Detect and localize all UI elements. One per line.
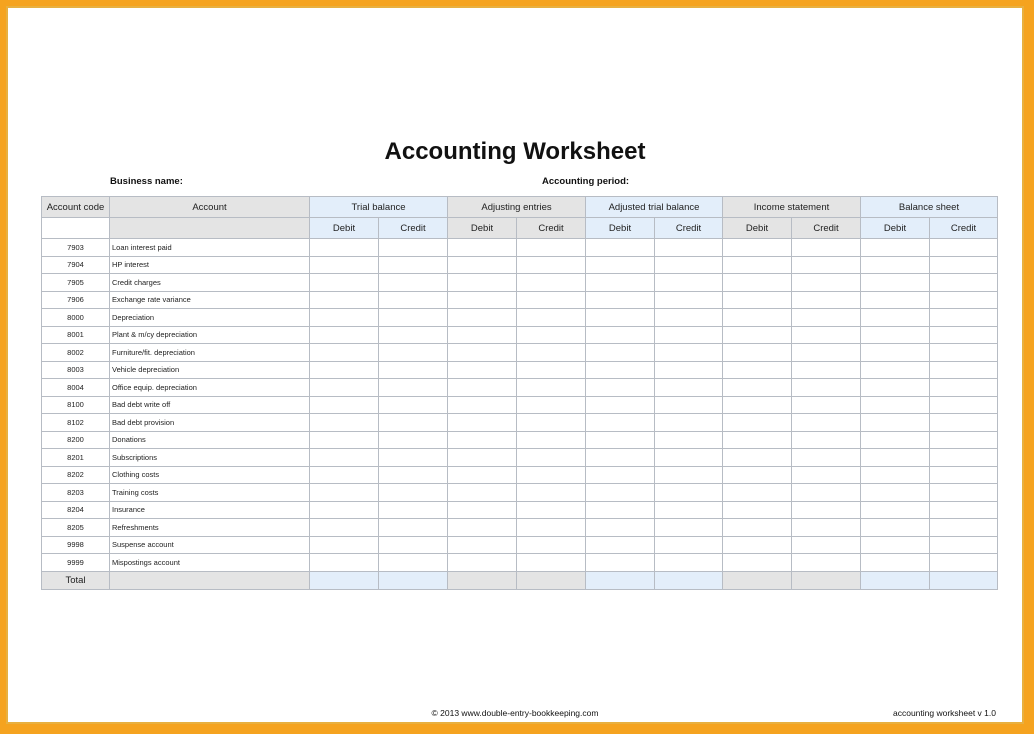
trial-credit-cell[interactable]: [379, 536, 448, 554]
adjusting-credit-cell[interactable]: [517, 431, 586, 449]
balance-credit-cell[interactable]: [930, 396, 998, 414]
adjusting-debit-cell[interactable]: [448, 396, 517, 414]
trial-debit-cell[interactable]: [310, 256, 379, 274]
income-debit-cell[interactable]: [723, 396, 792, 414]
account-name-cell: Exchange rate variance: [110, 291, 310, 309]
adjusted-credit-cell[interactable]: [655, 449, 723, 467]
accounting-period-label: Accounting period:: [542, 176, 630, 187]
balance-debit-header: Debit: [861, 218, 930, 239]
trial-debit-cell[interactable]: [310, 239, 379, 257]
income-credit-cell[interactable]: [792, 484, 861, 502]
adjusting-credit-cell[interactable]: [517, 414, 586, 432]
adjusted-credit-cell[interactable]: [655, 414, 723, 432]
balance-credit-cell[interactable]: [930, 291, 998, 309]
adjusting-credit-cell[interactable]: [517, 344, 586, 362]
total-adjusted-credit[interactable]: [655, 571, 723, 589]
balance-credit-cell[interactable]: [930, 239, 998, 257]
income-credit-cell[interactable]: [792, 239, 861, 257]
total-balance-credit[interactable]: [930, 571, 998, 589]
income-credit-cell[interactable]: [792, 449, 861, 467]
adjusted-credit-cell[interactable]: [655, 379, 723, 397]
trial-debit-cell[interactable]: [310, 449, 379, 467]
trial-credit-cell[interactable]: [379, 501, 448, 519]
balance-credit-cell[interactable]: [930, 361, 998, 379]
income-credit-cell[interactable]: [792, 309, 861, 327]
account-name-cell: Clothing costs: [110, 466, 310, 484]
account-name-cell: Suspense account: [110, 536, 310, 554]
adjusting-debit-cell[interactable]: [448, 239, 517, 257]
adjusted-credit-cell[interactable]: [655, 309, 723, 327]
worksheet-page: [6, 6, 1024, 724]
income-credit-cell[interactable]: [792, 431, 861, 449]
trial-debit-cell[interactable]: [310, 519, 379, 537]
adjusted-debit-cell[interactable]: [586, 536, 655, 554]
balance-credit-cell[interactable]: [930, 536, 998, 554]
total-income-credit[interactable]: [792, 571, 861, 589]
adjusting-credit-header: Credit: [517, 218, 586, 239]
adjusted-credit-cell[interactable]: [655, 466, 723, 484]
trial-credit-cell[interactable]: [379, 326, 448, 344]
adjusted-credit-cell[interactable]: [655, 361, 723, 379]
account-code-cell: 7906: [42, 291, 110, 309]
account-name-cell: Training costs: [110, 484, 310, 502]
balance-debit-cell[interactable]: [861, 274, 930, 292]
trial-credit-cell[interactable]: [379, 361, 448, 379]
balance-debit-cell[interactable]: [861, 466, 930, 484]
adjusted-debit-cell[interactable]: [586, 396, 655, 414]
income-debit-cell[interactable]: [723, 431, 792, 449]
income-debit-header: Debit: [723, 218, 792, 239]
balance-credit-cell[interactable]: [930, 309, 998, 327]
adjusting-debit-cell[interactable]: [448, 501, 517, 519]
table-row: [42, 309, 998, 327]
trial-credit-cell[interactable]: [379, 396, 448, 414]
adjusted-credit-cell[interactable]: [655, 519, 723, 537]
trial-credit-cell[interactable]: [379, 274, 448, 292]
trial-debit-cell[interactable]: [310, 501, 379, 519]
adjusted-debit-cell[interactable]: [586, 274, 655, 292]
income-credit-cell[interactable]: [792, 554, 861, 572]
balance-credit-cell[interactable]: [930, 449, 998, 467]
income-debit-cell[interactable]: [723, 414, 792, 432]
adjusted-credit-cell[interactable]: [655, 326, 723, 344]
table-row: [42, 431, 998, 449]
total-account-cell: [110, 571, 310, 589]
business-name-label: Business name:: [110, 176, 183, 187]
account-code-header: Account code: [42, 197, 110, 218]
page-title: Accounting Worksheet: [384, 138, 646, 165]
adjusting-debit-cell[interactable]: [448, 326, 517, 344]
table-row: [42, 344, 998, 362]
balance-debit-cell[interactable]: [861, 379, 930, 397]
account-name-cell: Bad debt provision: [110, 414, 310, 432]
trial-credit-cell[interactable]: [379, 519, 448, 537]
adjusting-debit-cell[interactable]: [448, 379, 517, 397]
account-header: Account: [110, 197, 310, 218]
total-income-debit[interactable]: [723, 571, 792, 589]
trial-debit-cell[interactable]: [310, 484, 379, 502]
code-subheader: [42, 218, 110, 239]
balance-credit-cell[interactable]: [930, 414, 998, 432]
adjusted-credit-cell[interactable]: [655, 274, 723, 292]
balance-credit-cell[interactable]: [930, 501, 998, 519]
table-row: [42, 466, 998, 484]
balance-debit-cell[interactable]: [861, 309, 930, 327]
adjusting-credit-cell[interactable]: [517, 274, 586, 292]
trial-credit-cell[interactable]: [379, 256, 448, 274]
income-credit-cell[interactable]: [792, 414, 861, 432]
adjusted-credit-cell[interactable]: [655, 501, 723, 519]
adjusting-debit-cell[interactable]: [448, 274, 517, 292]
account-code-cell: 9998: [42, 536, 110, 554]
income-credit-cell[interactable]: [792, 501, 861, 519]
adjusted-credit-cell[interactable]: [655, 431, 723, 449]
table-row: [42, 414, 998, 432]
account-subheader: [110, 218, 310, 239]
balance-credit-cell[interactable]: [930, 431, 998, 449]
account-code-cell: 8202: [42, 466, 110, 484]
income-debit-cell[interactable]: [723, 501, 792, 519]
balance-credit-cell[interactable]: [930, 256, 998, 274]
adjusting-credit-cell[interactable]: [517, 484, 586, 502]
adjusting-credit-cell[interactable]: [517, 396, 586, 414]
trial-credit-cell[interactable]: [379, 239, 448, 257]
income-credit-cell[interactable]: [792, 344, 861, 362]
trial-balance-header: Trial balance: [310, 197, 448, 218]
balance-debit-cell[interactable]: [861, 361, 930, 379]
total-balance-debit[interactable]: [861, 571, 930, 589]
balance-debit-cell[interactable]: [861, 326, 930, 344]
adjusting-credit-cell[interactable]: [517, 326, 586, 344]
table-row: [42, 274, 998, 292]
balance-debit-cell[interactable]: [861, 501, 930, 519]
adjusted-debit-cell[interactable]: [586, 326, 655, 344]
trial-debit-cell[interactable]: [310, 361, 379, 379]
adjusted-debit-cell[interactable]: [586, 239, 655, 257]
account-code-cell: 8102: [42, 414, 110, 432]
account-name-cell: Mispostings account: [110, 554, 310, 572]
trial-debit-cell[interactable]: [310, 554, 379, 572]
total-adjusted-debit[interactable]: [586, 571, 655, 589]
adjusting-credit-cell[interactable]: [517, 466, 586, 484]
balance-debit-cell[interactable]: [861, 449, 930, 467]
adjusting-debit-cell[interactable]: [448, 466, 517, 484]
balance-credit-cell[interactable]: [930, 484, 998, 502]
table-row: [42, 484, 998, 502]
account-code-cell: 8201: [42, 449, 110, 467]
income-credit-cell[interactable]: [792, 519, 861, 537]
adjusting-credit-cell[interactable]: [517, 379, 586, 397]
adjusting-credit-cell[interactable]: [517, 291, 586, 309]
total-trial-credit[interactable]: [379, 571, 448, 589]
income-debit-cell[interactable]: [723, 291, 792, 309]
adjusted-debit-cell[interactable]: [586, 379, 655, 397]
income-debit-cell[interactable]: [723, 466, 792, 484]
income-credit-cell[interactable]: [792, 396, 861, 414]
income-credit-cell[interactable]: [792, 291, 861, 309]
table-row: [42, 449, 998, 467]
account-name-cell: Refreshments: [110, 519, 310, 537]
income-debit-cell[interactable]: [723, 361, 792, 379]
total-row: [42, 571, 998, 589]
account-name-cell: Subscriptions: [110, 449, 310, 467]
income-credit-cell[interactable]: [792, 379, 861, 397]
trial-debit-cell[interactable]: [310, 309, 379, 327]
trial-credit-cell[interactable]: [379, 344, 448, 362]
account-name-cell: Bad debt write off: [110, 396, 310, 414]
adjusted-debit-cell[interactable]: [586, 519, 655, 537]
account-code-cell: 8002: [42, 344, 110, 362]
trial-credit-cell[interactable]: [379, 309, 448, 327]
adjusting-debit-cell[interactable]: [448, 484, 517, 502]
balance-credit-cell[interactable]: [930, 344, 998, 362]
balance-credit-cell[interactable]: [930, 519, 998, 537]
adjusting-debit-cell[interactable]: [448, 291, 517, 309]
adjusting-credit-cell[interactable]: [517, 449, 586, 467]
trial-credit-cell[interactable]: [379, 484, 448, 502]
income-credit-cell[interactable]: [792, 326, 861, 344]
adjusting-entries-header: Adjusting entries: [448, 197, 586, 218]
adjusting-credit-cell[interactable]: [517, 256, 586, 274]
income-statement-header: Income statement: [723, 197, 861, 218]
adjusting-credit-cell[interactable]: [517, 536, 586, 554]
table-row: [42, 554, 998, 572]
trial-credit-cell[interactable]: [379, 466, 448, 484]
balance-credit-cell[interactable]: [930, 379, 998, 397]
adjusted-credit-cell[interactable]: [655, 256, 723, 274]
income-debit-cell[interactable]: [723, 239, 792, 257]
account-name-cell: Loan interest paid: [110, 239, 310, 257]
adjusting-debit-cell[interactable]: [448, 536, 517, 554]
income-credit-cell[interactable]: [792, 466, 861, 484]
table-row: [42, 379, 998, 397]
adjusted-debit-cell[interactable]: [586, 466, 655, 484]
balance-debit-cell[interactable]: [861, 256, 930, 274]
trial-debit-header: Debit: [310, 218, 379, 239]
adjusting-credit-cell[interactable]: [517, 239, 586, 257]
table-row: [42, 239, 998, 257]
copyright-footer: © 2013 www.double-entry-bookkeeping.com: [431, 708, 599, 718]
table-row: [42, 326, 998, 344]
adjusted-debit-cell[interactable]: [586, 431, 655, 449]
income-debit-cell[interactable]: [723, 536, 792, 554]
adjusting-debit-cell[interactable]: [448, 344, 517, 362]
account-code-cell: 8100: [42, 396, 110, 414]
adjusted-credit-header: Credit: [655, 218, 723, 239]
version-footer: accounting worksheet v 1.0: [892, 708, 996, 718]
adjusted-debit-cell[interactable]: [586, 256, 655, 274]
table-row: [42, 396, 998, 414]
adjusting-credit-cell[interactable]: [517, 501, 586, 519]
table-row: [42, 361, 998, 379]
trial-debit-cell[interactable]: [310, 431, 379, 449]
trial-debit-cell[interactable]: [310, 274, 379, 292]
adjusted-credit-cell[interactable]: [655, 554, 723, 572]
adjusted-credit-cell[interactable]: [655, 396, 723, 414]
adjusting-credit-cell[interactable]: [517, 361, 586, 379]
balance-credit-cell[interactable]: [930, 554, 998, 572]
adjusted-credit-cell[interactable]: [655, 344, 723, 362]
income-debit-cell[interactable]: [723, 449, 792, 467]
account-code-cell: 8000: [42, 309, 110, 327]
trial-debit-cell[interactable]: [310, 379, 379, 397]
table-row: [42, 256, 998, 274]
trial-credit-cell[interactable]: [379, 431, 448, 449]
total-adjusting-credit[interactable]: [517, 571, 586, 589]
income-debit-cell[interactable]: [723, 554, 792, 572]
balance-debit-cell[interactable]: [861, 484, 930, 502]
income-debit-cell[interactable]: [723, 519, 792, 537]
balance-debit-cell[interactable]: [861, 344, 930, 362]
adjusted-debit-cell[interactable]: [586, 414, 655, 432]
adjusted-credit-cell[interactable]: [655, 484, 723, 502]
adjusted-trial-balance-header: Adjusted trial balance: [586, 197, 723, 218]
total-label: Total: [42, 571, 110, 589]
income-credit-cell[interactable]: [792, 274, 861, 292]
adjusted-debit-cell[interactable]: [586, 484, 655, 502]
total-adjusting-debit[interactable]: [448, 571, 517, 589]
account-name-cell: Donations: [110, 431, 310, 449]
trial-credit-cell[interactable]: [379, 449, 448, 467]
worksheet-body: [42, 239, 998, 572]
income-debit-cell[interactable]: [723, 326, 792, 344]
income-credit-cell[interactable]: [792, 256, 861, 274]
trial-credit-cell[interactable]: [379, 291, 448, 309]
income-credit-cell[interactable]: [792, 536, 861, 554]
balance-credit-cell[interactable]: [930, 326, 998, 344]
account-code-cell: 7903: [42, 239, 110, 257]
trial-credit-cell[interactable]: [379, 554, 448, 572]
account-name-cell: Plant & m/cy depreciation: [110, 326, 310, 344]
adjusted-debit-cell[interactable]: [586, 361, 655, 379]
adjusting-debit-cell[interactable]: [448, 361, 517, 379]
balance-credit-header: Credit: [930, 218, 998, 239]
balance-debit-cell[interactable]: [861, 431, 930, 449]
total-trial-debit[interactable]: [310, 571, 379, 589]
adjusting-debit-cell[interactable]: [448, 431, 517, 449]
trial-debit-cell[interactable]: [310, 291, 379, 309]
account-code-cell: 8205: [42, 519, 110, 537]
trial-debit-cell[interactable]: [310, 326, 379, 344]
adjusted-credit-cell[interactable]: [655, 239, 723, 257]
adjusted-debit-cell[interactable]: [586, 344, 655, 362]
income-debit-cell[interactable]: [723, 256, 792, 274]
balance-debit-cell[interactable]: [861, 519, 930, 537]
adjusting-debit-cell[interactable]: [448, 256, 517, 274]
adjusted-debit-cell[interactable]: [586, 501, 655, 519]
income-debit-cell[interactable]: [723, 274, 792, 292]
account-code-cell: 8200: [42, 431, 110, 449]
trial-debit-cell[interactable]: [310, 466, 379, 484]
adjusting-debit-cell[interactable]: [448, 414, 517, 432]
account-code-cell: 8204: [42, 501, 110, 519]
balance-debit-cell[interactable]: [861, 291, 930, 309]
trial-credit-cell[interactable]: [379, 379, 448, 397]
trial-debit-cell[interactable]: [310, 414, 379, 432]
trial-credit-cell[interactable]: [379, 414, 448, 432]
table-row: [42, 291, 998, 309]
trial-debit-cell[interactable]: [310, 536, 379, 554]
account-name-cell: Depreciation: [110, 309, 310, 327]
income-credit-cell[interactable]: [792, 361, 861, 379]
adjusted-debit-cell[interactable]: [586, 309, 655, 327]
account-code-cell: 8001: [42, 326, 110, 344]
balance-debit-cell[interactable]: [861, 414, 930, 432]
adjusted-credit-cell[interactable]: [655, 291, 723, 309]
worksheet-table: [41, 196, 998, 590]
adjusting-credit-cell[interactable]: [517, 519, 586, 537]
income-credit-header: Credit: [792, 218, 861, 239]
adjusted-credit-cell[interactable]: [655, 536, 723, 554]
trial-debit-cell[interactable]: [310, 396, 379, 414]
balance-credit-cell[interactable]: [930, 466, 998, 484]
account-name-cell: Office equip. depreciation: [110, 379, 310, 397]
balance-sheet-header: Balance sheet: [861, 197, 998, 218]
income-debit-cell[interactable]: [723, 344, 792, 362]
balance-credit-cell[interactable]: [930, 274, 998, 292]
adjusted-debit-cell[interactable]: [586, 449, 655, 467]
account-name-cell: Furniture/fit. depreciation: [110, 344, 310, 362]
adjusting-credit-cell[interactable]: [517, 554, 586, 572]
account-code-cell: 8203: [42, 484, 110, 502]
balance-debit-cell[interactable]: [861, 239, 930, 257]
income-debit-cell[interactable]: [723, 484, 792, 502]
balance-debit-cell[interactable]: [861, 396, 930, 414]
trial-debit-cell[interactable]: [310, 344, 379, 362]
table-row: [42, 536, 998, 554]
adjusting-credit-cell[interactable]: [517, 309, 586, 327]
trial-credit-header: Credit: [379, 218, 448, 239]
account-code-cell: 8004: [42, 379, 110, 397]
income-debit-cell[interactable]: [723, 309, 792, 327]
table-row: [42, 519, 998, 537]
account-code-cell: 7905: [42, 274, 110, 292]
balance-debit-cell[interactable]: [861, 554, 930, 572]
adjusted-debit-header: Debit: [586, 218, 655, 239]
adjusting-debit-cell[interactable]: [448, 519, 517, 537]
adjusted-debit-cell[interactable]: [586, 291, 655, 309]
adjusting-debit-header: Debit: [448, 218, 517, 239]
account-name-cell: Insurance: [110, 501, 310, 519]
adjusting-debit-cell[interactable]: [448, 309, 517, 327]
account-code-cell: 8003: [42, 361, 110, 379]
account-name-cell: Vehicle depreciation: [110, 361, 310, 379]
adjusted-debit-cell[interactable]: [586, 554, 655, 572]
account-code-cell: 7904: [42, 256, 110, 274]
account-code-cell: 9999: [42, 554, 110, 572]
balance-debit-cell[interactable]: [861, 536, 930, 554]
adjusting-debit-cell[interactable]: [448, 554, 517, 572]
account-name-cell: Credit charges: [110, 274, 310, 292]
table-row: [42, 501, 998, 519]
account-name-cell: HP interest: [110, 256, 310, 274]
adjusting-debit-cell[interactable]: [448, 449, 517, 467]
income-debit-cell[interactable]: [723, 379, 792, 397]
